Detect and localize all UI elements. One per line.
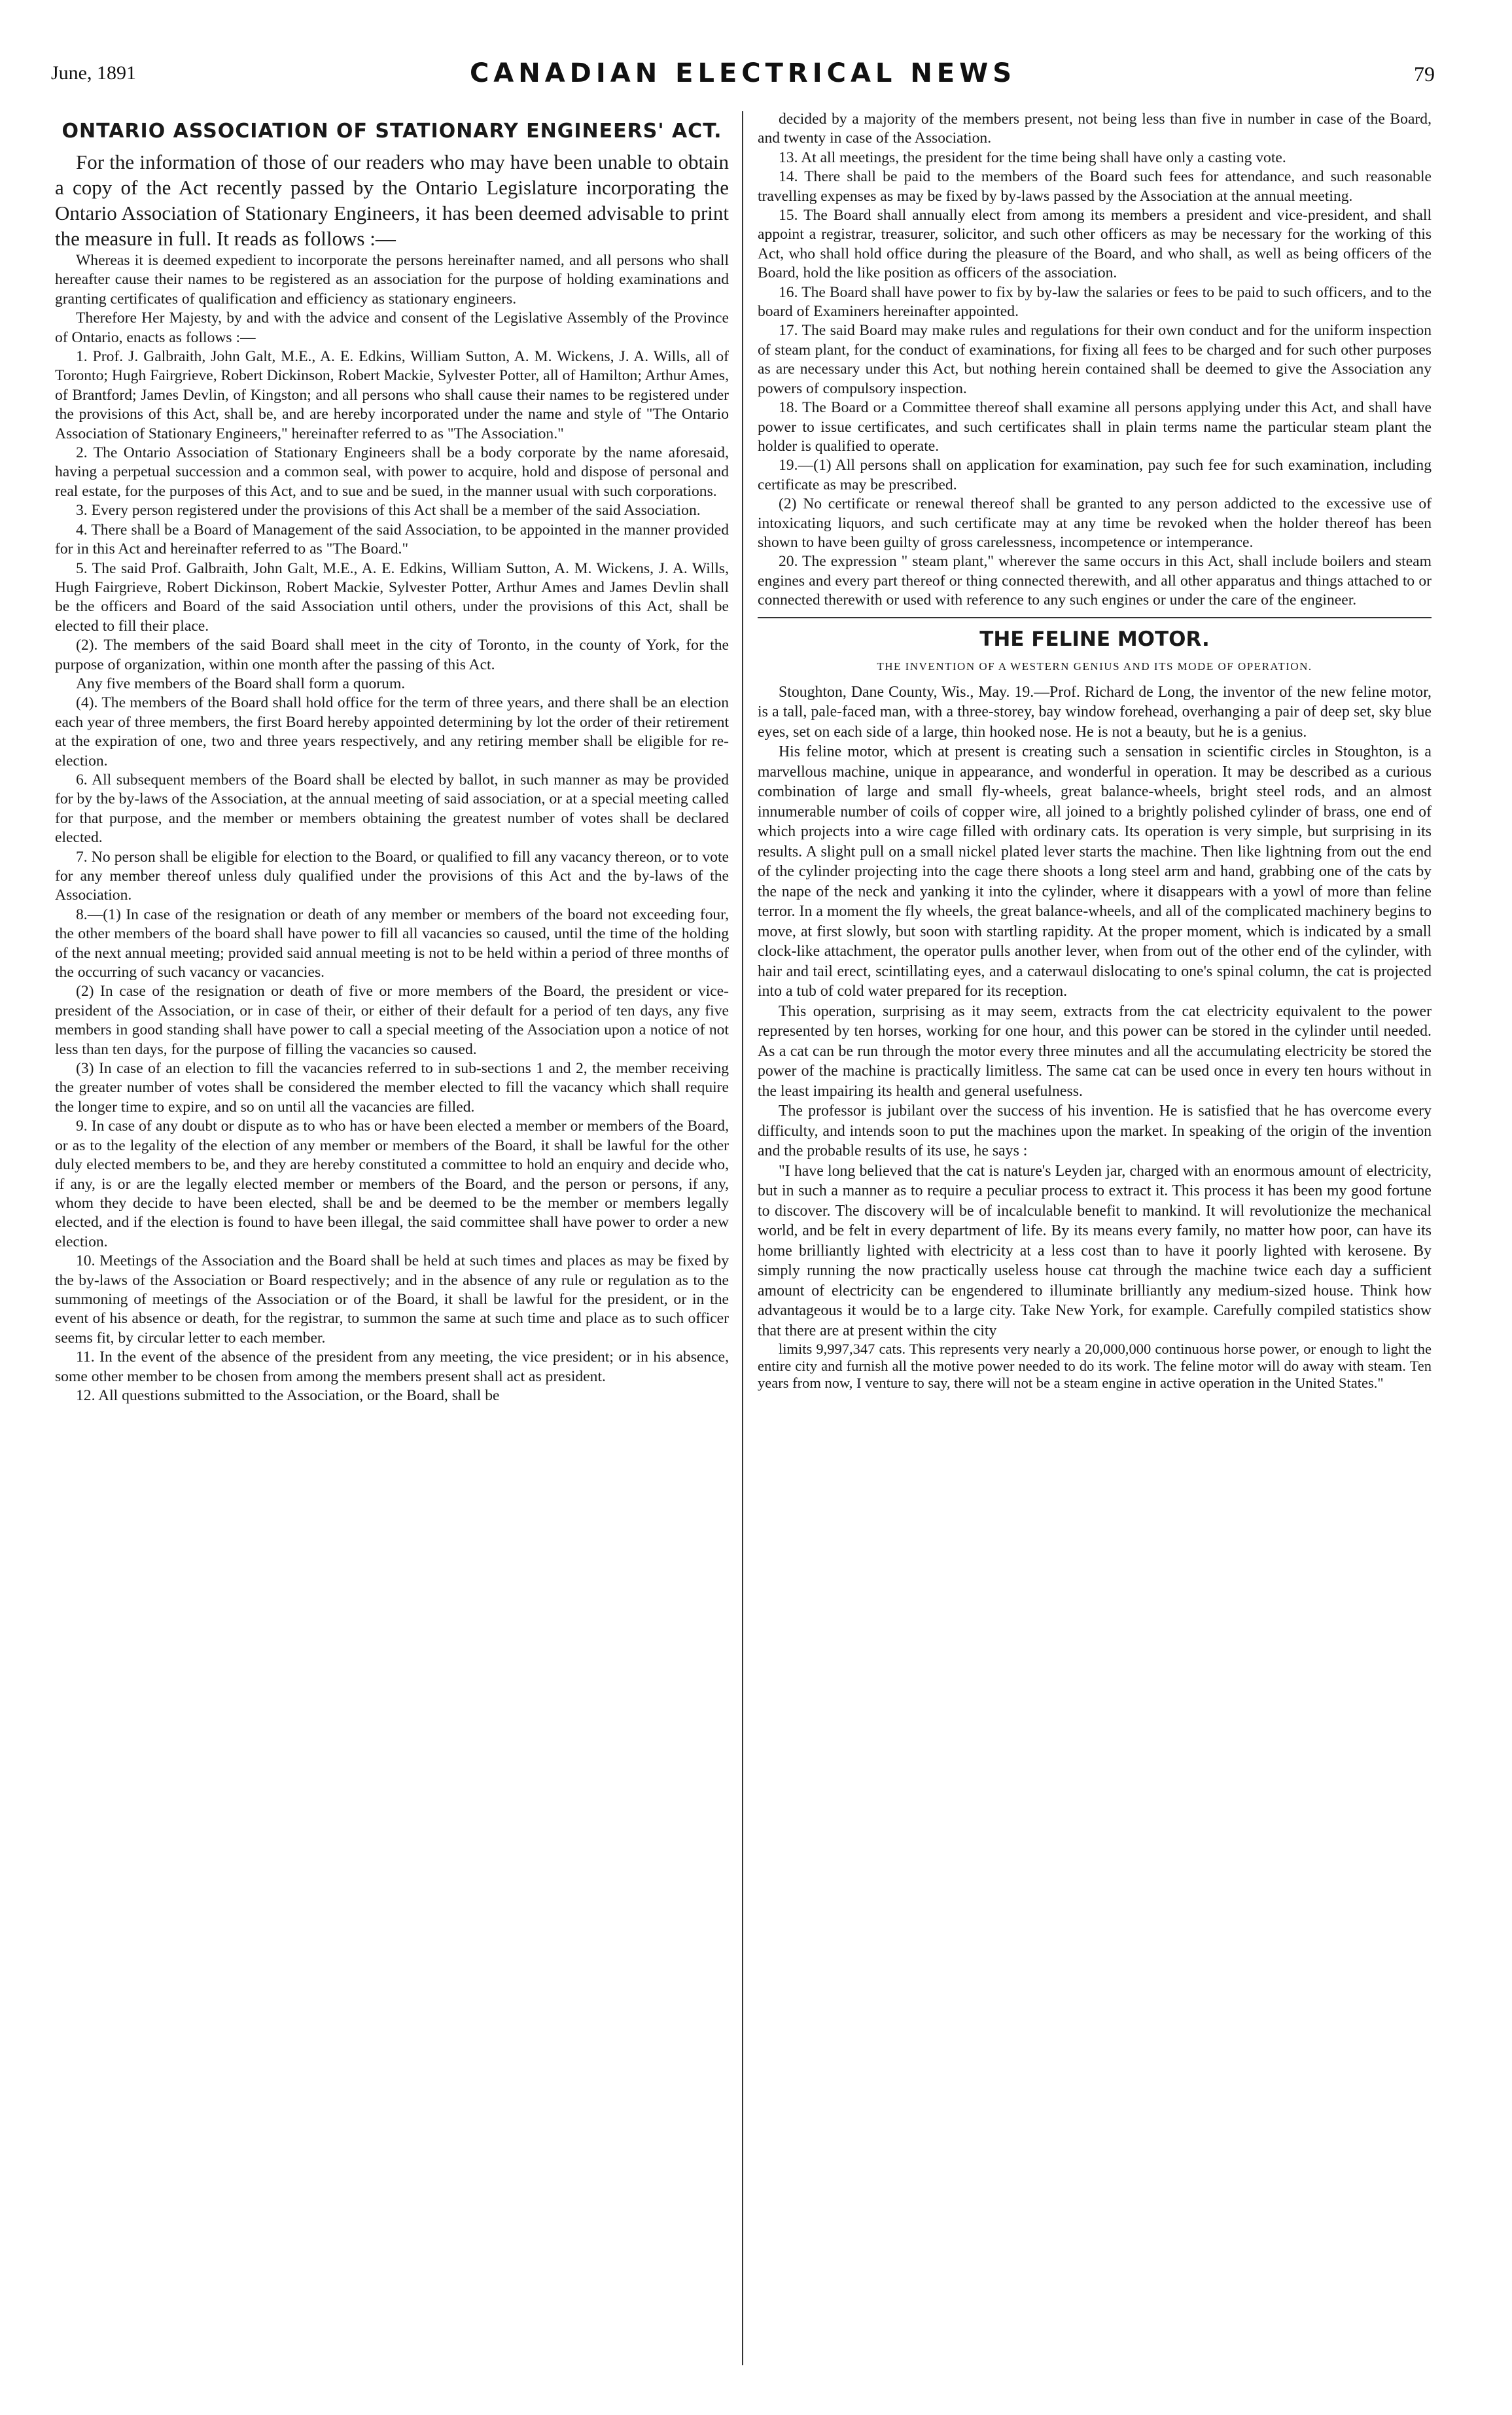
article-paragraph: This operation, surprising as it may seem, extracts from the cat electricity equivalent to the power represented by ten horses, working for one hour, and this power can be stored in the cylinder until needed. As a cat can be run through the motor every three minutes and all the accumulating electricity be stored the power of the machine is practically limitless. The same cat can be used once in every ten hours without in the least impairing its health and general usefulness. [758, 1002, 1432, 1100]
act-section: 18. The Board or a Committee thereof shall examine all persons applying under this Act, and shall have power to issue certificates, and such certificates shall in plain terms name the particular steam plant the holder is qualified to operate. [758, 399, 1432, 455]
article-paragraph: The professor is jubilant over the success of his invention. He is satisfied that he has overcome every difficulty, and intends soon to put the machines upon the market. In speaking of the origin of the invention and the probable results of its use, he says : [758, 1102, 1432, 1160]
act-section: (3) In case of an election to fill the vacancies referred to in sub-sections 1 and 2, the member receiving the greater number of votes shall be considered the member elected to fill the vacancy which shall require the longer time to expire, and so on until all the vacancies are filled. [55, 1060, 729, 1116]
page-number: 79 [1414, 62, 1435, 86]
act-section: 15. The Board shall annually elect from among its members a president and vice-president, and shall appoint a registrar, treasurer, solicitor, and such other officers as may be necessary for the working of this Act, who shall hold office during the pleasure of the Board, and who shall, as well as being officers of the Board, hold the like position as officers of the association. [758, 207, 1432, 282]
act-section: 11. In the event of the absence of the president from any meeting, the vice president; or in his absence, some other member to be chosen from among the members present shall act as president. [55, 1349, 729, 1385]
article-paragraph: Stoughton, Dane County, Wis., May. 19.—Prof. Richard de Long, the inventor of the new feline motor, is a tall, pale-faced man, with a three-storey, bay window forehead, overhanging a pair of deep set, sky blue eyes, set on each side of a large, thin hooked nose. He is not a beauty, but he is a genius. [758, 683, 1432, 741]
feline-quote-tail: limits 9,997,347 cats. This represents very nearly a 20,000,000 continuous horse power, or enough to light the entire city and furnish all the motive power needed to do its work. The feline motor will do away with steam. Ten years from now, I venture to say, there will not be a steam engine in active operation in the United States." [758, 1341, 1432, 1392]
act-section: (2). The members of the said Board shall meet in the city of Toronto, in the county of York, for the purpose of organization, within one month after the passing of this Act. [55, 637, 729, 673]
act-section: Whereas it is deemed expedient to incorporate the persons hereinafter named, and all persons who shall hereafter cause their names to be registered as an association for the purpose of holding examinations and granting certificates of qualification and efficiency as stationary engineers. [55, 252, 729, 308]
article-subtitle-feline-motor: THE INVENTION OF A WESTERN GENIUS AND ITS MODE OF OPERATION. [877, 660, 1312, 673]
act-section: Therefore Her Majesty, by and with the advice and consent of the Legislative Assembly of the Province of Ontario, enacts as follows :— [55, 309, 729, 346]
act-section: 16. The Board shall have power to fix by by-law the salaries or fees to be paid to such officers, and to the board of Examiners hereinafter appointed. [758, 283, 1432, 321]
act-section: Any five members of the Board shall form a quorum. [76, 675, 406, 692]
act-section: 1. Prof. J. Galbraith, John Galt, M.E., A. E. Edkins, William Sutton, A. M. Wickens, J. A. Wills, all of Toronto; Hugh Fairgrieve, Robert Dickinson, Robert Mackie, Sylvester Potter, all of Hamilton; Arthur Ames, of Brantford; James Devlin, of Kingston; and all persons who shall cause their names to be registered under the provisions of this Act, shall be, and are hereby incorporated under the name and style of "The Ontario Association of Stationary Engineers," hereinafter referred to as "The Association." [55, 348, 729, 442]
act-section: 2. The Ontario Association of Stationary Engineers shall be a body corporate by the name aforesaid, having a perpetual succession and a common seal, with power to acquire, hold and dispose of personal and real estate, for the purposes of this Act, and to sue and be sued, in the manner usual with such corporations. [55, 444, 729, 500]
act-section: (4). The members of the Board shall hold office for the term of three years, and there shall be an election each year of three members, the first Board hereby appointed determining by lot the order of their retirement at the expiration of one, two and three years respectively, and any retiring member shall be eligible for re-election. [55, 694, 729, 769]
act-section: 10. Meetings of the Association and the Board shall be held at such times and places as may be fixed by the by-laws of the Association or Board respectively; and in the absence of any rule or regulation as to the summoning of meetings of the Association or of the Board, it shall be lawful for the president, or in the event of his absence or death, for the registrar, to summon the same at such time and place as to such officer seems fit, by circular letter to each member. [55, 1252, 729, 1347]
article-title-stationary-engineers: ONTARIO ASSOCIATION OF STATIONARY ENGINEERS' ACT. [62, 120, 722, 143]
publication-title: CANADIAN ELECTRICAL NEWS [469, 58, 1017, 88]
act-section: 8.—(1) In case of the resignation or death of any member or members of the board not exceeding four, the other members of the board shall have power to fill all vacancies so caused, until the time of the holding of the next annual meeting; provided said annual meeting is not to be held within a period of three months of the occurring of such vacancy or vacancies. [55, 906, 729, 981]
act-section: 20. The expression " steam plant," wherever the same occurs in this Act, shall include boilers and steam engines and every part thereof or thing connected therewith, and all other apparatus and things attached to or connected therewith or used with reference to any such engines or under the care of the engineer. [758, 553, 1432, 609]
act-section: (2) No certificate or renewal thereof shall be granted to any person addicted to the excessive use of intoxicating liquors, and such certificate may at any time be revoked when the holder thereof has been shown to have been guilty of gross carelessness, incompetence or intemperance. [758, 495, 1432, 551]
issue-date: June, 1891 [51, 62, 136, 84]
act-section: 6. All subsequent members of the Board shall be elected by ballot, in such manner as may be provided for by the by-laws of the Association, at the annual meeting of said association, or at a special meeting called for that purpose, and the member or members obtaining the greatest number of votes shall be declared elected. [55, 771, 729, 847]
act-sections-right [758, 110, 1432, 610]
act-section: decided by a majority of the members present, not being less than five in number in case of the Board, and twenty in case of the Association. [758, 111, 1432, 147]
act-section: 7. No person shall be eligible for election to the Board, or qualified to fill any vacancy thereon, or to vote for any member thereof unless duly qualified under the provisions of this Act and the by-laws of the Association. [55, 848, 729, 904]
act-section: 19.—(1) All persons shall on application for examination, pay such fee for such examination, including certificate as may be prescribed. [758, 457, 1432, 493]
act-section: 14. There shall be paid to the members of the Board such fees for attendance, and such reasonable travelling expenses as may be fixed by by-laws passed by the Association at the annual meeting. [758, 168, 1432, 205]
page-header [51, 58, 1435, 101]
article-intro: For the information of those of our readers who may have been unable to obtain a copy of the Act recently passed by the Ontario Legislature incorporating the Ontario Association of Stationary Engineers, it has been deemed advisable to print the measure in full. It reads as follows :— [55, 150, 729, 250]
act-section: 4. There shall be a Board of Management of the said Association, to be appointed in the manner provided for in this Act and hereinafter referred to as "The Board." [55, 521, 729, 558]
article-paragraph: "I have long believed that the cat is nature's Leyden jar, charged with an enormous amount of electricity, but in such a manner as to require a peculiar process to extract it. This process it has been my good fortune to discover. The discovery will be of incalculable benefit to mankind. It will revolutionize the mechanical world, and be felt in every department of life. By its means every family, no matter how poor, can have its home brilliantly lighted with electricity at a less cost than to have it poorly lighted with kerosene. By simply running the now practically useless house cat through the machine twice each day a sufficient amount of electricity can be engendered to illuminate brilliantly any medium-sized house. Think how advantageous it would be to a large city. Take New York, for example. Carefully compiled statistics show that there are at present within the city [758, 1162, 1432, 1339]
act-section: (2) In case of the resignation or death of five or more members of the Board, the president or vice-president of the Association, or in case of their, or either of their default for a period of ten days, any five members in good standing shall have power to call a special meeting of the Association upon a notice of not less than ten days, for the purpose of filling the vacancies so caused. [55, 983, 729, 1058]
act-sections-left [55, 251, 729, 1405]
act-section: 5. The said Prof. Galbraith, John Galt, M.E., A. E. Edkins, William Sutton, A. M. Wickens, J. A. Wills, Hugh Fairgrieve, Robert Dickinson, Robert Mackie, Sylvester Potter, Arthur Ames and James Devlin shall be the officers and Board of the said Association until others, under the provisions of this Act, shall be elected to fill their place. [55, 559, 729, 635]
act-section: 17. The said Board may make rules and regulations for their own conduct and for the uniform inspection of steam plant, for the conduct of examinations, for fixing all fees to be charged and for such other purposes as are necessary under this Act, but nothing herein contained shall be deemed to give the Association any powers of compulsory inspection. [758, 322, 1432, 397]
column-divider [742, 111, 743, 2365]
article-separator [758, 617, 1432, 618]
feline-article-body [758, 682, 1432, 1341]
right-column [758, 110, 1432, 2367]
left-column [55, 110, 729, 2367]
act-section: 9. In case of any doubt or dispute as to who has or have been elected a member or members of the Board, or as to the legality of the election of any member or members of the Board, it shall be lawful for the other duly elected members to be, and they are hereby constituted a committee to hold an enquiry and decide who, if any, is or are the legally elected member or members of the Board, and the person or persons, if any, whom they decide to have been elected, shall be and be deemed to be the member or members legally elected, and if the election is found to have been illegal, the said committee shall have power to order a new election. [55, 1118, 729, 1250]
act-section: 13. At all meetings, the president for the time being shall have only a casting vote. [779, 149, 1286, 166]
act-section: 12. All questions submitted to the Association, or the Board, shall be [76, 1386, 500, 1404]
act-section: 3. Every person registered under the provisions of this Act shall be a member of the said Association. [76, 502, 701, 520]
article-title-feline-motor: THE FELINE MOTOR. [979, 627, 1210, 651]
article-paragraph: His feline motor, which at present is creating such a sensation in scientific circles in Stoughton, is a marvellous machine, unique in appearance, and wonderful in operation. It may be described as a curious combination of large and small fly-wheels, great balance-wheels, bright steel rods, and an almost innumerable number of coils of copper wire, all joined to a brightly polished cylinder of brass, one end of which projects into a wire cage filled with ordinary cats. Its operation is very simple, but surprising in its results. A slight pull on a small nickel plated lever starts the machine. Then like lightning from out the end of the cylinder projecting into the cage there shoots a long steel arm and hand, grabbing one of the cats by the nape of the neck and yanking it into the cylinder, where it disappears with a yowl of more than feline terror. In a moment the fly wheels, the great balance-wheels, and all of the complicated machinery begins to move, at first slowly, but soon with startling rapidity. At the proper moment, which is indicated by a small clock-like attachment, the operator pulls another lever, when from out of the other end of the cylinder, with hair and tail erect, scintillating eyes, and a caterwaul dislocating to one's spinal column, the cat is projected into a tub of cold water prepared for its reception. [758, 743, 1432, 1000]
